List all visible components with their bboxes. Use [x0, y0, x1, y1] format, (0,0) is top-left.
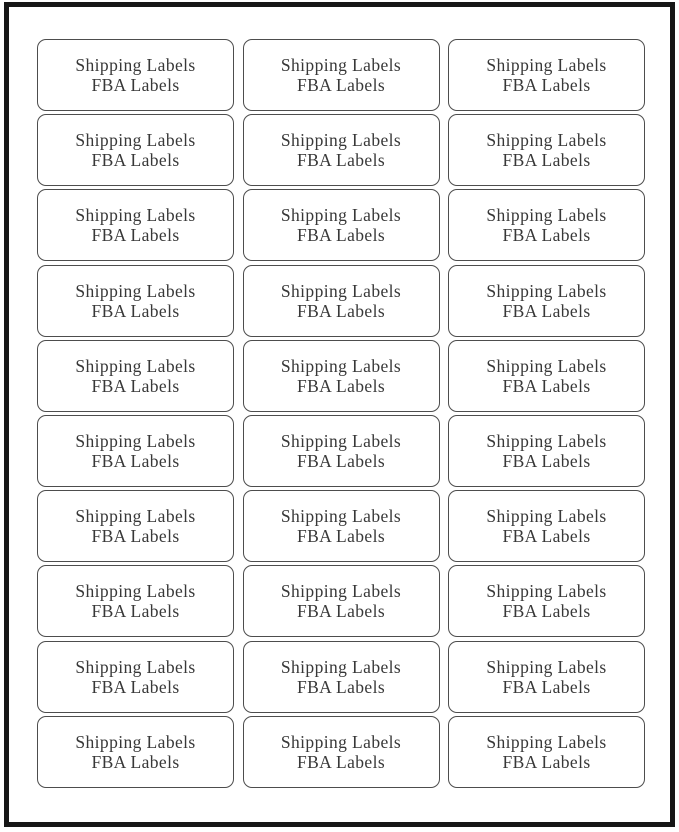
label-cell — [448, 265, 645, 337]
label-line-2: FBA Labels — [296, 300, 386, 321]
label-line-2: FBA Labels — [296, 75, 386, 95]
label-line-2: FBA Labels — [502, 375, 591, 396]
label-line-2: FBA Labels — [91, 300, 180, 321]
label-grid — [37, 39, 645, 788]
label-line-1: Shipping Labels — [75, 656, 196, 677]
label-cell — [243, 641, 440, 713]
label-cell — [37, 490, 234, 562]
label-line-1: Shipping Labels — [486, 280, 607, 301]
label-line-1: Shipping Labels — [486, 731, 607, 752]
label-line-2: FBA Labels — [296, 751, 386, 772]
label-line-1: Shipping Labels — [75, 506, 196, 527]
label-line-2: FBA Labels — [91, 75, 180, 95]
label-line-2: FBA Labels — [502, 450, 591, 471]
label-line-2: FBA Labels — [296, 676, 386, 697]
label-line-2: FBA Labels — [502, 526, 591, 547]
label-line-2: FBA Labels — [296, 526, 386, 547]
label-line-2: FBA Labels — [296, 601, 386, 622]
label-line-1: Shipping Labels — [75, 280, 196, 301]
label-cell — [448, 716, 645, 788]
label-cell — [448, 490, 645, 562]
label-line-2: FBA Labels — [502, 300, 591, 321]
label-line-1: Shipping Labels — [280, 506, 402, 527]
label-line-1: Shipping Labels — [75, 731, 196, 752]
label-line-1: Shipping Labels — [280, 731, 402, 752]
label-cell — [243, 114, 440, 186]
label-cell — [243, 265, 440, 337]
label-cell — [243, 415, 440, 487]
label-cell — [243, 716, 440, 788]
label-line-1: Shipping Labels — [75, 581, 196, 602]
label-line-1: Shipping Labels — [486, 430, 607, 451]
label-cell — [243, 39, 440, 111]
label-line-1: Shipping Labels — [280, 355, 402, 376]
label-line-2: FBA Labels — [91, 526, 180, 547]
label-line-2: FBA Labels — [91, 225, 180, 246]
label-cell — [37, 340, 234, 412]
label-cell — [448, 565, 645, 637]
label-line-2: FBA Labels — [91, 450, 180, 471]
label-line-1: Shipping Labels — [75, 430, 196, 451]
label-line-2: FBA Labels — [296, 375, 386, 396]
label-line-1: Shipping Labels — [280, 280, 402, 301]
sheet-frame — [4, 2, 675, 827]
label-line-1: Shipping Labels — [486, 205, 607, 226]
label-line-2: FBA Labels — [296, 450, 386, 471]
label-line-2: FBA Labels — [502, 225, 591, 246]
label-line-1: Shipping Labels — [486, 130, 607, 151]
label-cell — [448, 415, 645, 487]
label-cell — [243, 490, 440, 562]
label-line-1: Shipping Labels — [280, 130, 402, 151]
label-line-1: Shipping Labels — [75, 355, 196, 376]
label-line-2: FBA Labels — [502, 601, 591, 622]
label-line-2: FBA Labels — [91, 150, 180, 171]
label-line-2: FBA Labels — [91, 751, 180, 772]
label-line-1: Shipping Labels — [280, 55, 402, 75]
label-line-2: FBA Labels — [296, 150, 386, 171]
label-line-2: FBA Labels — [91, 676, 180, 697]
label-cell — [448, 340, 645, 412]
label-line-2: FBA Labels — [502, 751, 591, 772]
label-line-2: FBA Labels — [502, 75, 591, 95]
label-line-1: Shipping Labels — [280, 581, 402, 602]
label-line-1: Shipping Labels — [486, 355, 607, 376]
label-cell — [243, 565, 440, 637]
label-cell — [37, 415, 234, 487]
label-cell — [37, 716, 234, 788]
label-cell — [37, 39, 234, 111]
label-line-1: Shipping Labels — [75, 130, 196, 151]
label-cell — [37, 114, 234, 186]
label-line-1: Shipping Labels — [486, 581, 607, 602]
label-cell — [448, 189, 645, 261]
label-cell — [37, 189, 234, 261]
label-line-2: FBA Labels — [296, 225, 386, 246]
label-cell — [37, 265, 234, 337]
label-line-2: FBA Labels — [91, 601, 180, 622]
label-line-1: Shipping Labels — [280, 205, 402, 226]
label-line-1: Shipping Labels — [280, 656, 402, 677]
label-cell — [243, 340, 440, 412]
label-cell — [448, 641, 645, 713]
label-line-1: Shipping Labels — [75, 55, 196, 75]
label-line-1: Shipping Labels — [75, 205, 196, 226]
label-line-2: FBA Labels — [502, 150, 591, 171]
label-line-1: Shipping Labels — [486, 506, 607, 527]
label-line-1: Shipping Labels — [486, 656, 607, 677]
label-line-2: FBA Labels — [502, 676, 591, 697]
label-cell — [37, 565, 234, 637]
label-cell — [448, 39, 645, 111]
label-cell — [243, 189, 440, 261]
label-line-1: Shipping Labels — [280, 430, 402, 451]
label-cell — [37, 641, 234, 713]
label-cell — [448, 114, 645, 186]
label-line-2: FBA Labels — [91, 375, 180, 396]
label-line-1: Shipping Labels — [486, 55, 607, 75]
